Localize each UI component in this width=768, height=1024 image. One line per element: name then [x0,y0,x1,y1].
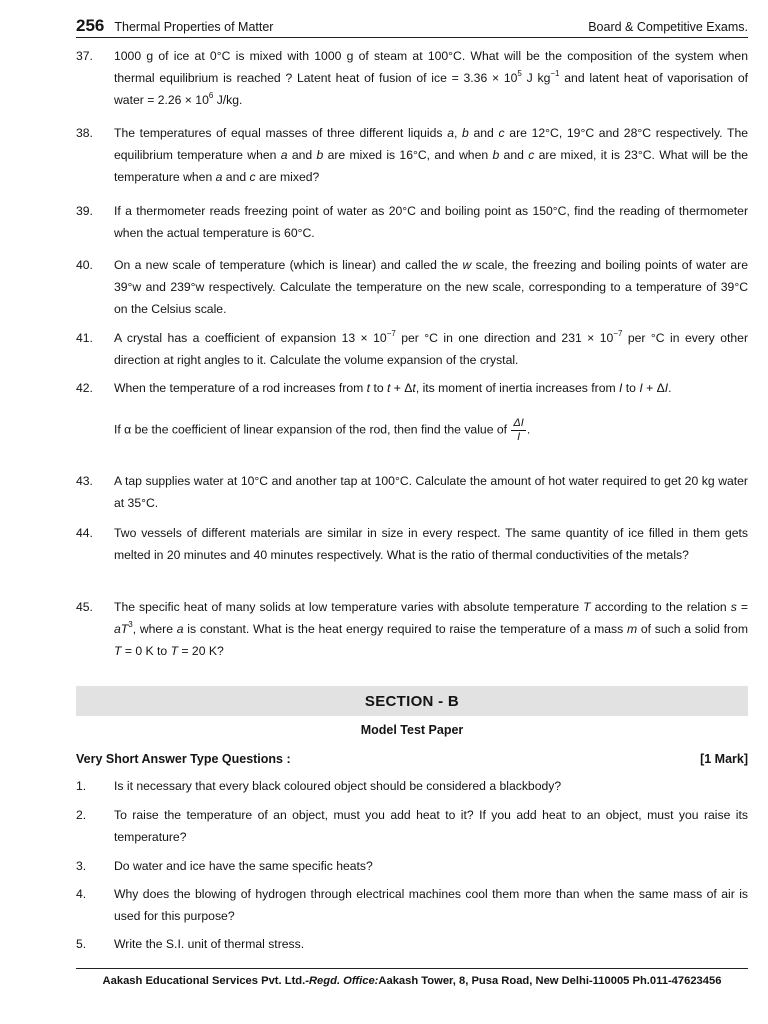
question-44 [76,522,748,566]
question-number: 42. [76,381,93,395]
question-number: 5. [76,937,87,951]
question-number: 39. [76,204,93,218]
question-text: A tap supplies water at 10°C and another tap at 100°C. Calculate the amount of hot water required to get 20 kg water at 35°C. [114,474,748,510]
question-number: 38. [76,126,93,140]
section-heading-band [76,686,748,716]
question-37 [76,45,748,111]
question-text: If a thermometer reads freezing point of water as 20°C and boiling point as 150°C, find the reading of thermometer when the actual temperature is 60°C. [114,204,748,240]
short-question-1 [76,775,748,797]
question-number: 41. [76,331,93,345]
short-question-3 [76,855,748,877]
short-question-2 [76,804,748,848]
question-number: 44. [76,526,93,540]
question-number: 45. [76,600,93,614]
question-39 [76,200,748,244]
question-number: 37. [76,49,93,63]
question-45 [76,596,748,662]
footer-address: Aakash Tower, 8, Pusa Road, New Delhi-110005 Ph.011-47623456 [378,975,722,987]
question-text: Why does the blowing of hydrogen through electrical machines cool them more than when the same mass of air is used for this purpose? [114,887,748,923]
short-question-5 [76,933,748,955]
question-43 [76,470,748,514]
question-text: 1000 g of ice at 0°C is mixed with 1000 g of steam at 100°C. What will be the composition of the system when thermal equilibrium is reached ? Latent heat of fusion of ice = $3.36 \times 10^5$ J $kg^{-1}$ and latent heat of vaporisation of water = $2.26 \times 10^6$ J/kg. [114,49,748,107]
question-text: Write the S.I. unit of thermal stress. [114,937,305,951]
question-40 [76,254,748,320]
question-text: When the temperature of a rod increases from t to t + Δt, its moment of inertia increases from I to I + ΔI. If α be the coefficient of linear expansion of the rod, then find the value of $\frac{\Delta I}{I}$ . [114,381,672,443]
footer-org: Aakash Educational Services Pvt. Ltd. [102,975,306,987]
page-footer [76,968,748,993]
short-question-4 [76,883,748,927]
question-text: A crystal has a coefficient of expansion $13 \times 10^{-7}$ per °C in one direction and $231 \times 10^{-7}$ per °C in every other direction at right angles to it. Calculate the volume expansion of the crystal. [114,328,749,367]
question-41 [76,327,748,371]
question-text: Two vessels of different materials are similar in size in every respect. The same quantity of ice filled in them gets melted in 20 minutes and 40 minutes respectively. What is the ratio of thermal conductivities of the metals? [114,526,748,562]
question-text: On a new scale of temperature (which is linear) and called the w scale, the freezing and boiling points of water are 39°w and 239°w respectively. Calculate the temperature on the new scale, corresponding to a temperature of 39°C on the Celsius scale. [114,258,749,316]
question-number: 1. [76,779,87,793]
question-number: 2. [76,808,87,822]
book-title: Board & Competitive Exams. [588,19,748,34]
marks-label: [1 Mark] [700,752,748,766]
question-type-row [76,748,748,770]
question-number: 4. [76,887,87,901]
delta-i-over-i-fraction: $\frac{\Delta I}{I}$ [513,417,524,443]
footer-regd: -Regd. Office: [305,975,379,987]
question-38 [76,122,748,188]
section-title: SECTION - B [364,692,460,710]
question-number: 43. [76,474,93,488]
question-text: Do water and ice have the same specific heats? [114,859,373,873]
question-text: To raise the temperature of an object, must you add heat to it? If you add heat to an object, must you raise its temperature? [114,808,748,844]
page-header [76,14,748,38]
question-42 [76,377,748,444]
page-number: 256 [76,16,105,35]
question-number: 3. [76,859,87,873]
chapter-title: Thermal Properties of Matter [114,19,274,34]
question-text: The temperatures of equal masses of three different liquids a, b and c are 12°C, 19°C and 28°C respectively. The equilibrium temperature when a and b are mixed is 16°C, and when b and c are mixed, it is 23°C. What will be the temperature when a and c are mixed? [114,126,749,184]
question-number: 40. [76,258,93,272]
question-type-label: Very Short Answer Type Questions : [76,752,291,766]
question-text: Is it necessary that every black coloured object should be considered a blackbody? [114,779,562,793]
question-text: The specific heat of many solids at low temperature varies with absolute temperature T according to the relation $s = aT^3$, where a is constant. What is the heat energy required to raise the temperature of a mass m of such a solid from T = 0 K to T = 20 K? [114,600,749,658]
section-subtitle: Model Test Paper [360,723,464,737]
